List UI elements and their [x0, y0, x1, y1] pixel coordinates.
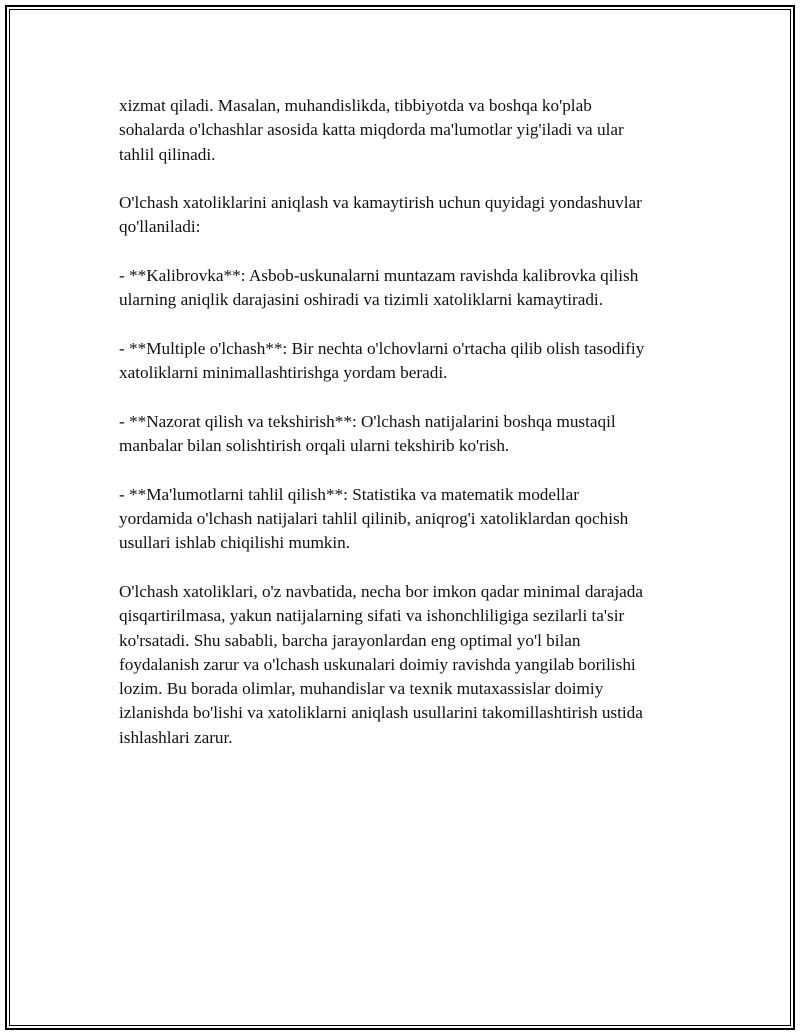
list-item-data-analysis: - **Ma'lumotlarni tahlil qilish**: Statistika va matematik modellar yordamida o'lchash natijalari tahlil qilinib, aniqrog'i xatoliklardan qochish usullari ishlab chiqilishi mumkin. [119, 484, 629, 553]
document-body [119, 94, 699, 774]
list-item-control-verification: - **Nazorat qilish va tekshirish**: O'lchash natijalarini boshqa mustaqil manbalar bilan solishtirish orqali ularni tekshirib ko'rish. [119, 411, 616, 456]
paragraph-approaches-lead: O'lchash xatoliklarini aniqlash va kamaytirish uchun quyidagi yondashuvlar qo'llaniladi: [119, 193, 642, 237]
list-item-multiple-measurement: - **Multiple o'lchash**: Bir nechta o'lchovlarni o'rtacha qilib olish tasodifiy xatoliklarni minimallashtirishga yordam beradi. [119, 338, 645, 383]
paragraph-conclusion: O'lchash xatoliklari, o'z navbatida, necha bor imkon qadar minimal darajada qisqartirilmasa, yakun natijalarning sifati va ishonchliligiga sezilarli ta'sir ko'rsatadi. Shu sababli, barcha jarayonlardan eng optimal yo'l bilan foydalanish zarur va o'lchash uskunalari doimiy ravishda yangilab borilishi lozim. Bu borada olimlar, muhandislar va texnik mutaxassislar doimiy izlanishda bo'lishi va xatoliklarni aniqlash usullarini takomillashtirish ustida ishlashlari zarur. [119, 581, 644, 747]
paragraph-intro-continuation: xizmat qiladi. Masalan, muhandislikda, tibbiyotda va boshqa ko'plab sohalarda o'lchashlar asosida katta miqdorda ma'lumotlar yig'iladi va ular tahlil qilinadi. [119, 96, 624, 164]
list-item-calibration: - **Kalibrovka**: Asbob-uskunalarni muntazam ravishda kalibrovka qilish ularning aniqlik darajasini oshiradi va tizimli xatoliklarni kamaytiradi. [119, 266, 639, 310]
page-frame [5, 5, 795, 1030]
